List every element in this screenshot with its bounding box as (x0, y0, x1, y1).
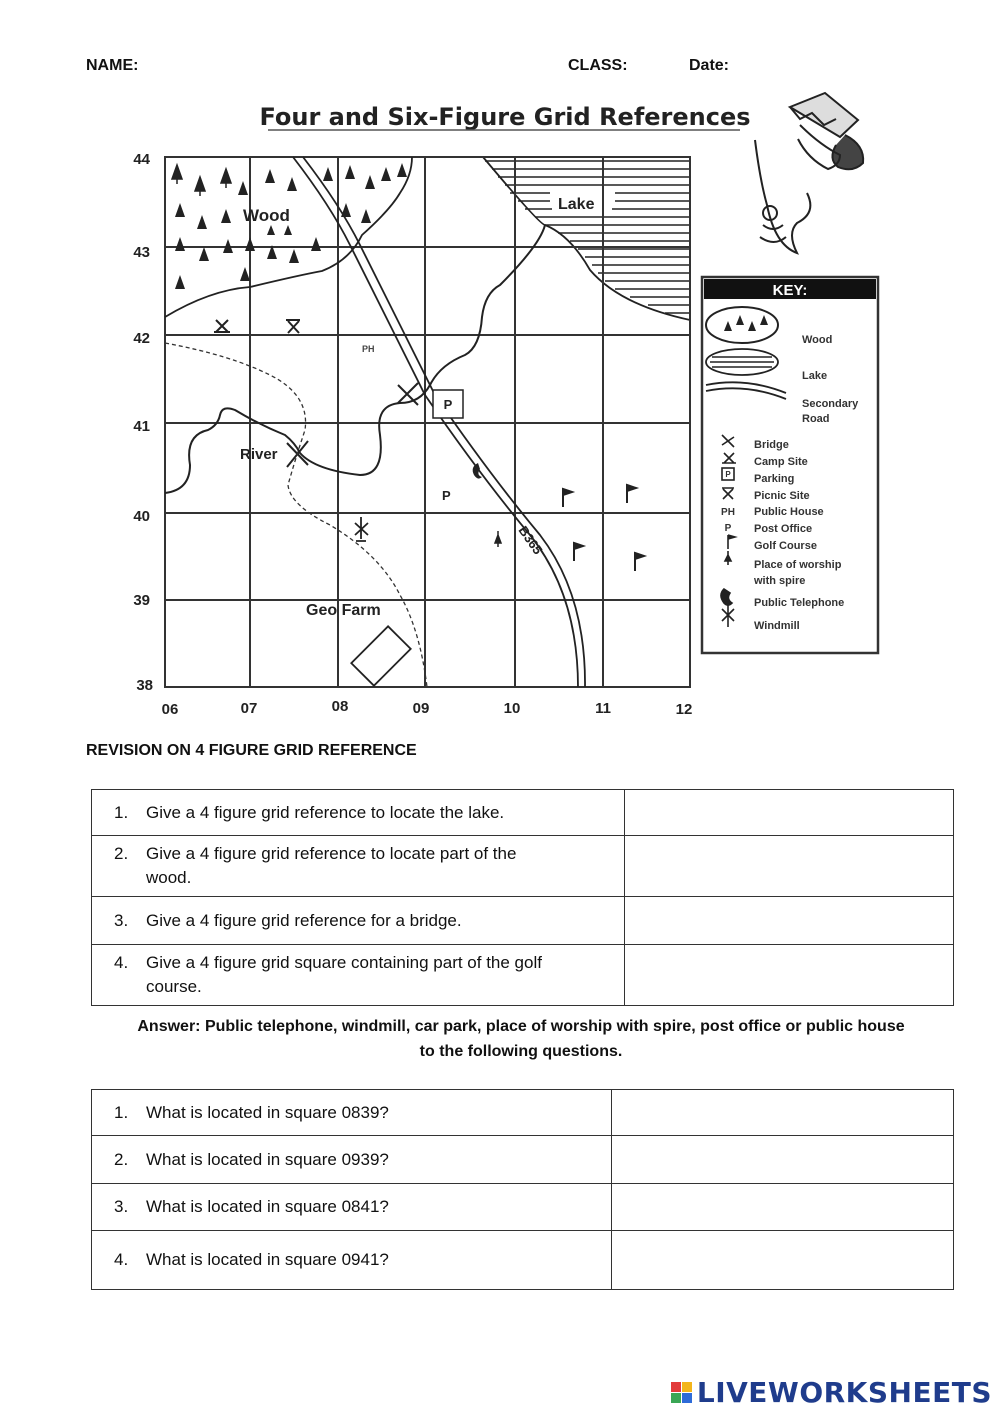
table-row (92, 836, 954, 897)
answer-cell[interactable] (624, 897, 953, 945)
river-label: River (240, 446, 278, 463)
key-symbol-label: Place of worship (754, 559, 842, 571)
question-text: What is located in square 0939? (146, 1149, 389, 1169)
section1-title: REVISION ON 4 FIGURE GRID REFERENCE (86, 742, 417, 759)
key-item: Wood (802, 334, 833, 346)
question-cell (92, 836, 625, 897)
northing-labels (133, 151, 153, 694)
question-number: 3. (114, 910, 129, 930)
easting-label: 07 (240, 700, 258, 717)
svg-text:P: P (725, 470, 731, 479)
question-number: 1. (114, 1102, 129, 1122)
key-item: Lake (802, 370, 828, 382)
key-symbol-label: Public House (754, 506, 824, 518)
svg-text:PH: PH (721, 507, 735, 518)
location-questions-table (91, 1089, 954, 1290)
easting-label: 12 (675, 701, 693, 718)
question-cell (92, 1136, 612, 1184)
question-text: Give a 4 figure grid square containing part of the golf (146, 953, 542, 972)
key-symbol-label: Picnic Site (754, 490, 810, 502)
table-row (92, 1184, 954, 1231)
question-cell (92, 897, 625, 945)
picnic-site-symbol (286, 320, 300, 333)
key-title: KEY: (772, 282, 808, 299)
northing-label: 39 (133, 592, 150, 609)
liveworksheets-logo-icon (671, 1382, 693, 1404)
key-symbol-label: with spire (754, 575, 806, 587)
river-line (165, 225, 545, 493)
question-number: 2. (114, 1149, 129, 1169)
northing-label: 38 (136, 677, 153, 694)
northing-label: 44 (133, 151, 150, 168)
instruction-line: Answer: Public telephone, windmill, car park, place of worship with spire, post office or public house (137, 1018, 905, 1035)
map-title: Four and Six-Figure Grid References (259, 103, 751, 131)
worship-spire-symbol (495, 531, 501, 547)
question-cell (92, 790, 625, 836)
table-row (92, 1231, 954, 1290)
easting-label: 06 (161, 701, 179, 718)
answer-instructions (86, 1014, 956, 1064)
question-text: What is located in square 0941? (146, 1250, 389, 1269)
northing-label: 43 (133, 244, 150, 261)
northing-label: 42 (133, 330, 150, 347)
question-number: 1. (114, 802, 129, 822)
answer-cell[interactable] (624, 790, 953, 836)
map-grid (165, 157, 690, 687)
windmill-symbol (355, 517, 368, 541)
northing-label: 40 (133, 508, 150, 525)
key-symbol-label: Public Telephone (754, 597, 845, 609)
grid-reference-map (100, 85, 890, 725)
question-cell (92, 1090, 612, 1136)
date-label: Date: (689, 57, 730, 74)
key-item: Secondary (802, 398, 859, 410)
easting-label: 11 (595, 700, 611, 717)
key-symbol-label: Golf Course (754, 540, 817, 552)
logo-text: LIVEWORKSHEETS (696, 1376, 992, 1409)
question-number: 4. (114, 953, 129, 972)
key-symbol-label: Parking (754, 473, 795, 485)
svg-text:P: P (443, 397, 453, 412)
liveworksheets-logo[interactable] (671, 1376, 992, 1409)
answer-cell[interactable] (611, 1136, 953, 1184)
table-row (92, 1136, 954, 1184)
key-symbol-label: Windmill (754, 620, 800, 632)
table-row (92, 790, 954, 836)
table-row (92, 897, 954, 945)
key-symbol-label: Bridge (754, 439, 789, 451)
question-text-continued: wood. (146, 868, 192, 887)
easting-labels (162, 698, 693, 718)
table-row (92, 1090, 954, 1136)
northing-label: 41 (133, 418, 150, 435)
answer-cell[interactable] (624, 836, 953, 897)
public-house-symbol: PH (362, 344, 375, 354)
question-text: Give a 4 figure grid reference for a bridge. (146, 910, 462, 930)
question-cell (92, 1231, 612, 1290)
svg-text:P: P (724, 523, 732, 534)
map-key (702, 277, 878, 653)
grid-reference-questions-table (91, 789, 954, 1006)
answer-cell[interactable] (611, 1231, 953, 1290)
detective-illustration (755, 93, 863, 253)
name-label: NAME: (86, 57, 139, 74)
question-cell (92, 1184, 612, 1231)
key-symbol-label: Post Office (754, 523, 813, 535)
easting-label: 09 (412, 700, 430, 717)
farm-building (351, 626, 410, 685)
key-item: Road (802, 413, 830, 425)
footpaths (165, 343, 427, 687)
easting-label: 08 (331, 698, 349, 715)
answer-cell[interactable] (611, 1184, 953, 1231)
question-text: What is located in square 0839? (146, 1102, 389, 1122)
camp-site-symbol (214, 320, 230, 332)
question-text: What is located in square 0841? (146, 1197, 389, 1216)
question-number: 4. (114, 1250, 129, 1269)
answer-cell[interactable] (624, 945, 953, 1006)
instruction-line: to the following questions. (419, 1043, 623, 1060)
post-office-symbol: P (442, 488, 451, 503)
farm-label: Geo Farm (306, 602, 381, 619)
answer-cell[interactable] (611, 1090, 953, 1136)
question-text-continued: course. (146, 977, 202, 996)
question-text: Give a 4 figure grid reference to locate part of the (146, 844, 517, 863)
lake-label: Lake (558, 196, 595, 213)
question-text: Give a 4 figure grid reference to locate the lake. (146, 802, 505, 822)
wood-label: Wood (243, 206, 290, 225)
question-number: 3. (114, 1197, 129, 1216)
road-label: B365 (515, 523, 546, 558)
telephone-symbol (473, 463, 482, 479)
question-cell (92, 945, 625, 1006)
key-symbol-label: Camp Site (754, 456, 808, 468)
class-label: CLASS: (568, 57, 628, 74)
easting-label: 10 (503, 700, 521, 717)
question-number: 2. (114, 844, 129, 863)
table-row (92, 945, 954, 1006)
